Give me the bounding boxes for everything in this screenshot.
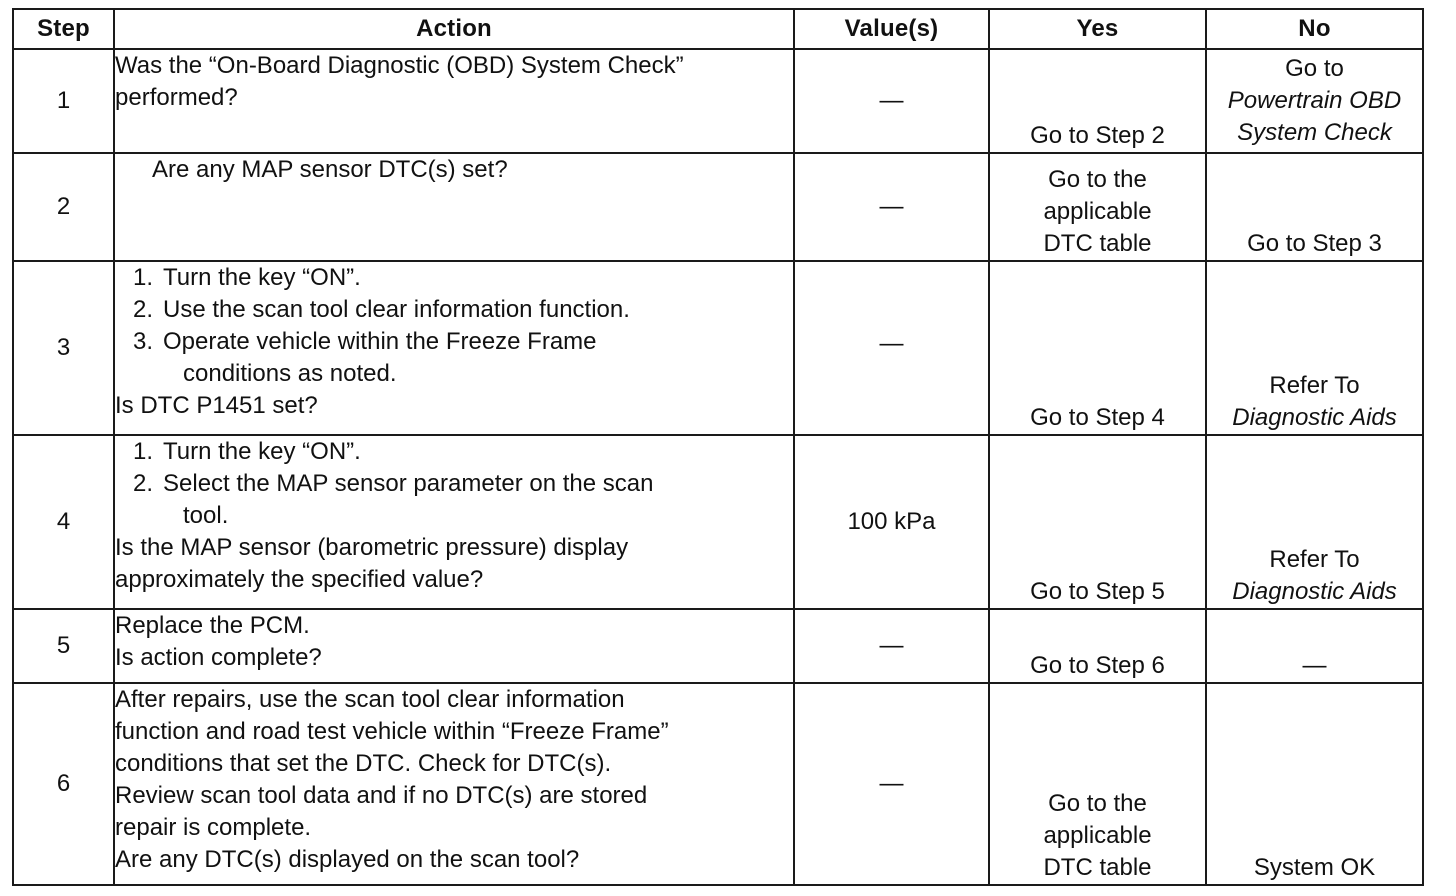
- yes-line: DTC table: [1043, 854, 1152, 881]
- yes-line: Go to Step 6: [1030, 652, 1165, 679]
- table-row-step-1: [13, 49, 1423, 153]
- action-line: Replace the PCM.: [115, 612, 310, 639]
- header-values: Value(s): [794, 9, 989, 49]
- value-cell: —: [794, 609, 989, 683]
- action-cell: [114, 683, 794, 885]
- action-step-continuation: conditions as noted.: [183, 360, 397, 387]
- action-step-item: 2. Select the MAP sensor parameter on the scan tool.: [133, 470, 654, 529]
- step-number: 1: [13, 49, 114, 153]
- action-cell: [114, 49, 794, 153]
- step-number: 4: [13, 435, 114, 609]
- value-cell: —: [794, 153, 989, 261]
- no-line-reference: Diagnostic Aids: [1232, 578, 1397, 605]
- no-line: Refer To: [1269, 546, 1360, 573]
- no-line: —: [1302, 652, 1327, 679]
- action-steps-list: [115, 262, 793, 390]
- action-cell: [114, 435, 794, 609]
- action-line: conditions that set the DTC. Check for DTC(s).: [115, 750, 612, 777]
- no-cell: [1206, 435, 1423, 609]
- action-steps-list: [115, 436, 793, 532]
- header-yes: Yes: [989, 9, 1206, 49]
- no-cell: [1206, 261, 1423, 435]
- no-cell: [1206, 609, 1423, 683]
- action-question: Is the MAP sensor (barometric pressure) display: [115, 534, 629, 561]
- no-cell: [1206, 153, 1423, 261]
- yes-cell: [989, 435, 1206, 609]
- yes-cell: [989, 49, 1206, 153]
- yes-cell: [989, 153, 1206, 261]
- action-cell: [114, 609, 794, 683]
- table-row-step-5: [13, 609, 1423, 683]
- diagnostic-table-container: [12, 8, 1422, 886]
- yes-line: applicable: [1043, 198, 1152, 225]
- step-number: 6: [13, 683, 114, 885]
- no-line-reference: Powertrain OBD: [1227, 87, 1402, 114]
- yes-cell: [989, 261, 1206, 435]
- no-line: Go to: [1285, 55, 1344, 82]
- header-row: [13, 9, 1423, 49]
- action-cell: [114, 153, 794, 261]
- no-line-reference: System Check: [1237, 119, 1392, 146]
- no-line: System OK: [1253, 854, 1376, 881]
- step-number: 2: [13, 153, 114, 261]
- action-line: After repairs, use the scan tool clear information: [115, 686, 625, 713]
- no-cell: [1206, 683, 1423, 885]
- step-number: 3: [13, 261, 114, 435]
- action-line: Was the “On-Board Diagnostic (OBD) System Check”: [115, 52, 684, 79]
- no-line-reference: Diagnostic Aids: [1232, 404, 1397, 431]
- yes-line: Go to Step 4: [1030, 404, 1165, 431]
- header-action: Action: [114, 9, 794, 49]
- value-cell: —: [794, 261, 989, 435]
- no-line: Refer To: [1269, 372, 1360, 399]
- table-row-step-2: [13, 153, 1423, 261]
- yes-cell: [989, 683, 1206, 885]
- action-line: Are any DTC(s) displayed on the scan tool?: [115, 846, 580, 873]
- action-step-continuation: tool.: [183, 502, 229, 529]
- yes-line: DTC table: [1043, 230, 1152, 257]
- table-row-step-3: [13, 261, 1423, 435]
- no-line: Go to Step 3: [1247, 230, 1382, 257]
- header-no: No: [1206, 9, 1423, 49]
- value-cell: —: [794, 683, 989, 885]
- step-number: 5: [13, 609, 114, 683]
- diagnostic-table: [12, 8, 1424, 886]
- action-line: Is action complete?: [115, 644, 322, 671]
- yes-line: Go to the: [1048, 790, 1147, 817]
- yes-cell: [989, 609, 1206, 683]
- header-step: Step: [13, 9, 114, 49]
- action-step-item: 1. Turn the key “ON”.: [133, 264, 361, 291]
- yes-line: Go to Step 5: [1030, 578, 1165, 605]
- action-step-item: 2. Use the scan tool clear information function.: [133, 296, 630, 323]
- action-line: Review scan tool data and if no DTC(s) are stored: [115, 782, 648, 809]
- value-cell: —: [794, 49, 989, 153]
- action-question: approximately the specified value?: [115, 566, 484, 593]
- action-step-item: 1. Turn the key “ON”.: [133, 438, 361, 465]
- no-cell: [1206, 49, 1423, 153]
- action-line: function and road test vehicle within “Freeze Frame”: [115, 718, 669, 745]
- action-question: Is DTC P1451 set?: [115, 392, 318, 419]
- yes-line: Go to Step 2: [1030, 122, 1165, 149]
- action-cell: [114, 261, 794, 435]
- action-step-item: 3. Operate vehicle within the Freeze Frame conditions as noted.: [133, 328, 597, 387]
- table-row-step-4: [13, 435, 1423, 609]
- action-line: performed?: [115, 84, 238, 111]
- yes-line: Go to the: [1048, 166, 1147, 193]
- value-cell: 100 kPa: [794, 435, 989, 609]
- yes-line: applicable: [1043, 822, 1152, 849]
- action-line: Are any MAP sensor DTC(s) set?: [152, 156, 508, 183]
- table-row-step-6: [13, 683, 1423, 885]
- action-line: repair is complete.: [115, 814, 312, 841]
